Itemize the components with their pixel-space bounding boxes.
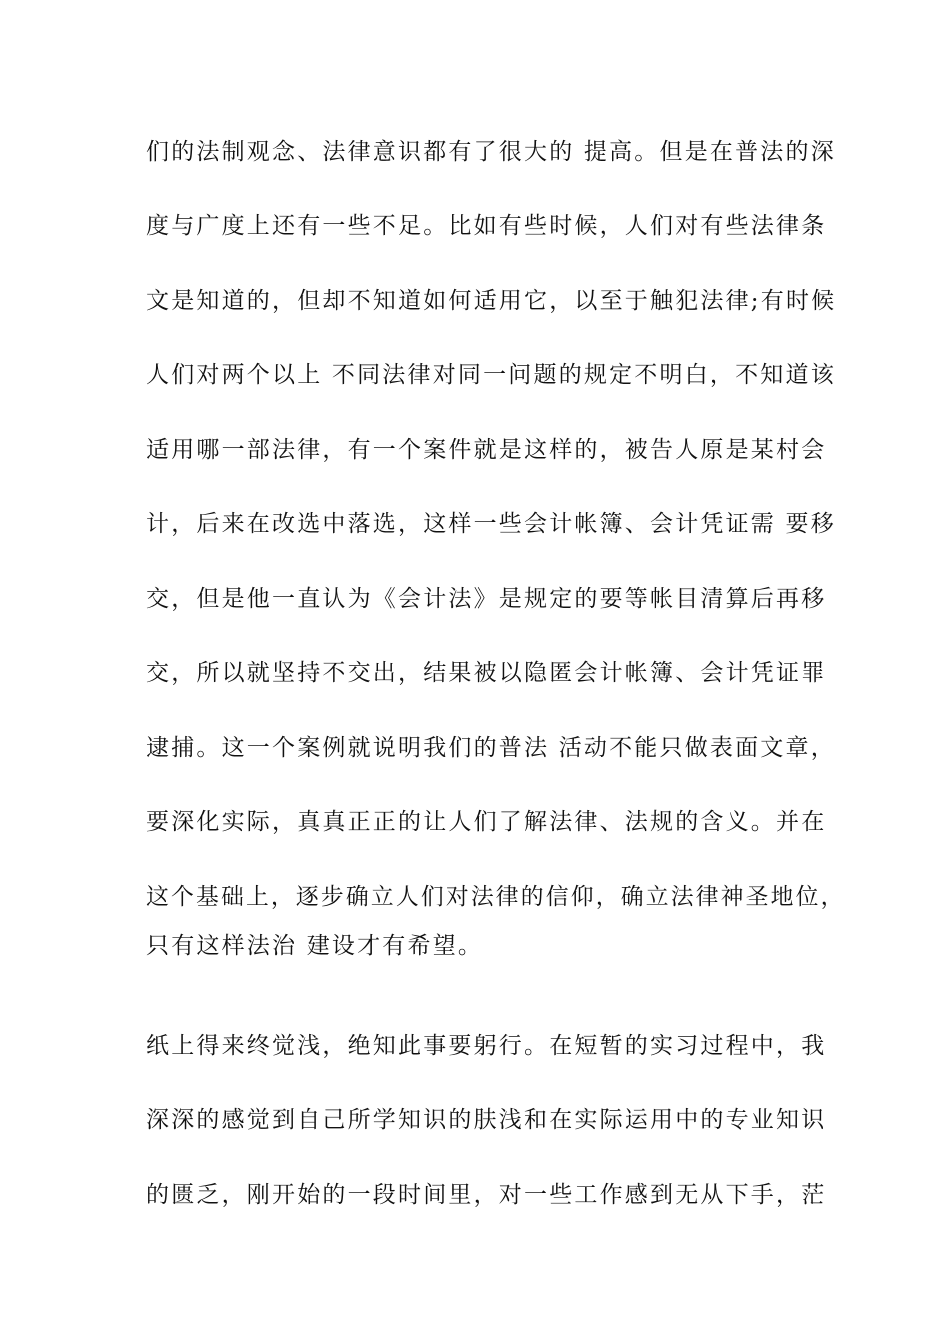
text-line: 文是知道的，但却不知道如何适用它，以至于触犯法律;有时候 [146,288,837,314]
text-line: 逮捕。这一个案例就说明我们的普法 活动不能只做表面文章， [146,735,836,761]
text-line: 要深化实际，真真正正的让人们了解法律、法规的含义。并在 [146,809,827,835]
text-line: 只有这样法治 建设才有希望。 [146,933,484,959]
text-line: 们的法制观念、法律意识都有了很大的 提高。但是在普法的深 [146,139,836,165]
text-line: 深深的感觉到自己所学知识的肤浅和在实际运用中的专业知识 [146,1107,827,1133]
text-line: 交，但是他一直认为《会计法》是规定的要等帐目清算后再移 [146,586,827,612]
text-line: 度与广度上还有一些不足。比如有些时候，人们对有些法律条 [146,213,827,239]
text-line: 的匮乏，刚开始的一段时间里，对一些工作感到无从下手，茫 [146,1182,827,1208]
text-line: 交，所以就坚持不交出，结果被以隐匿会计帐簿、会计凭证罪 [146,660,827,686]
text-line: 计，后来在改选中落选，这样一些会计帐簿、会计凭证需 要移 [146,511,836,537]
text-line: 适用哪一部法律，有一个案件就是这样的，被告人原是某村会 [146,437,827,463]
text-line: 纸上得来终觉浅，绝知此事要躬行。在短暂的实习过程中，我 [146,1033,827,1059]
text-line: 这个基础上，逐步确立人们对法律的信仰，确立法律神圣地位， [146,884,846,910]
text-line: 人们对两个以上 不同法律对同一问题的规定不明白，不知道该 [146,362,836,388]
